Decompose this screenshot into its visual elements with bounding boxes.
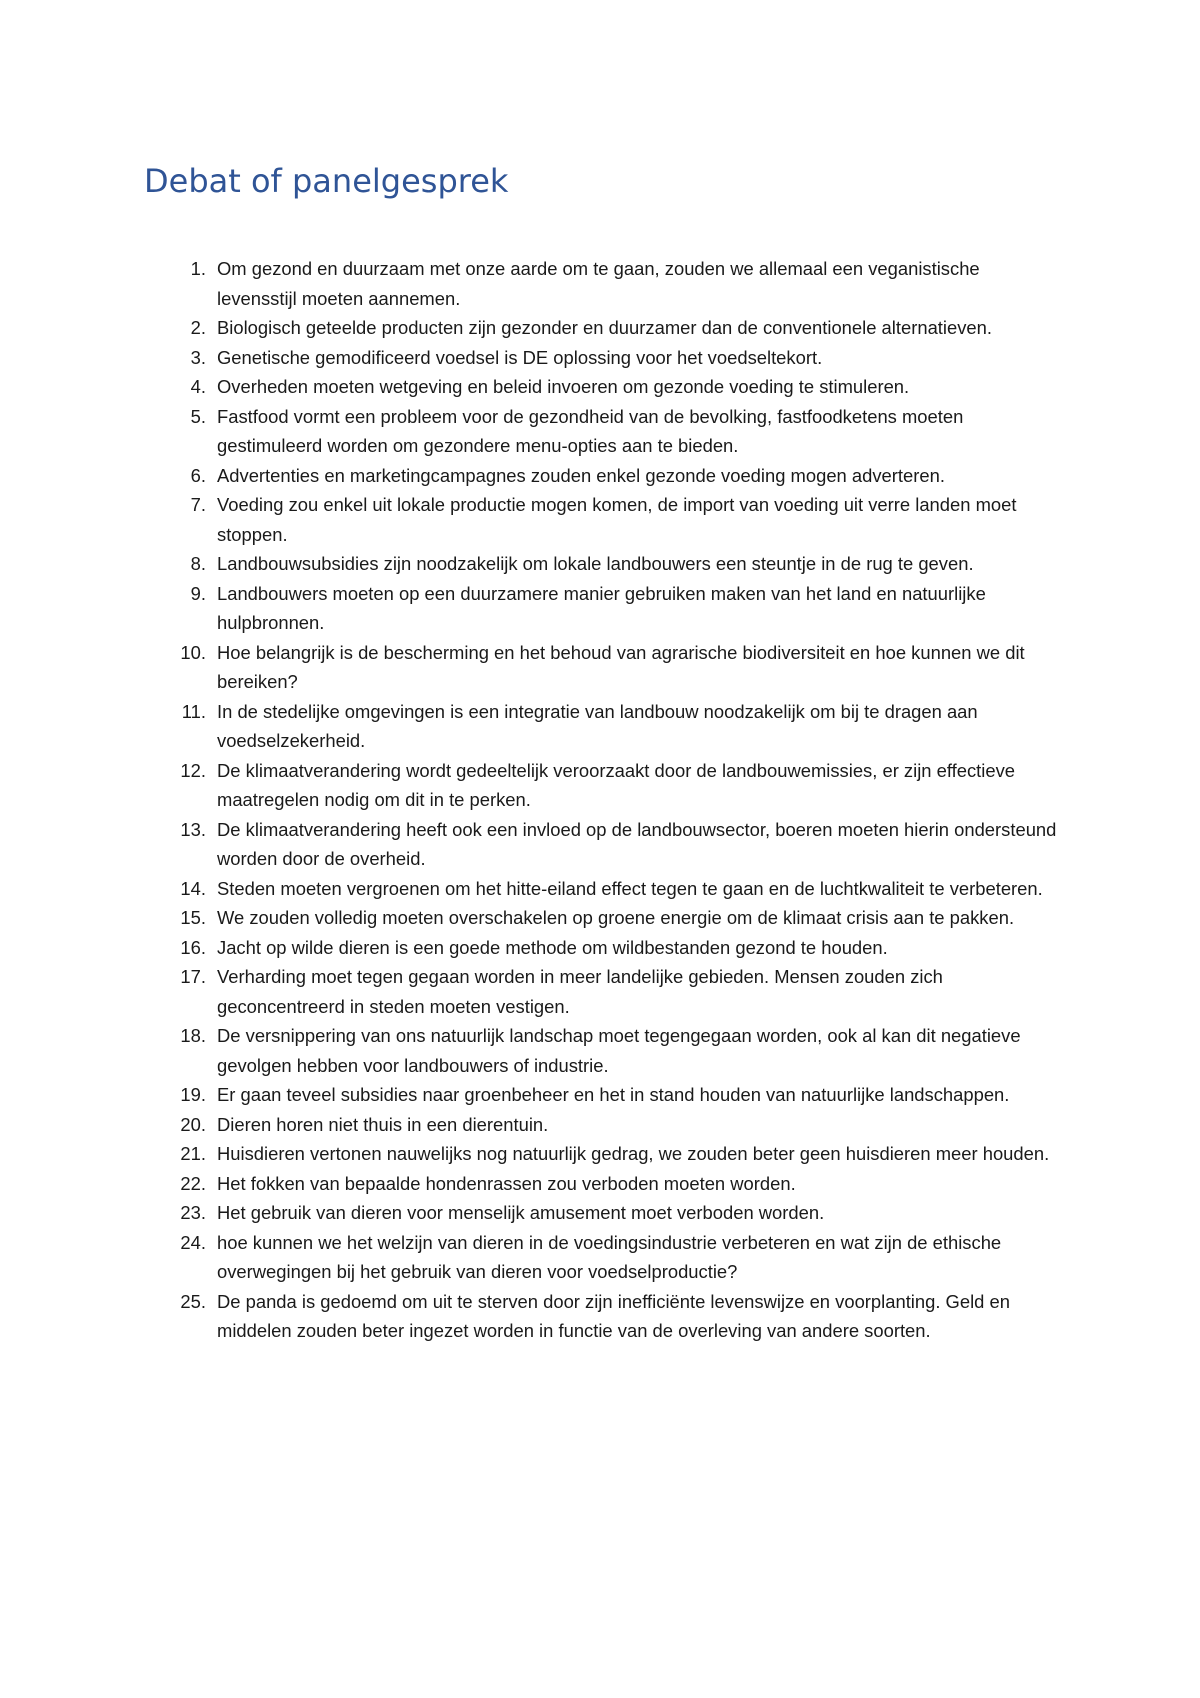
list-item-text: De klimaatverandering heeft ook een invloed op de landbouwsector, boeren moeten hierin ondersteund worden door de overheid.: [217, 818, 1057, 869]
list-item: [144, 254, 1064, 313]
list-item-text: Jacht op wilde dieren is een goede methode om wildbestanden gezond te houden.: [217, 936, 888, 958]
list-item: [144, 343, 1064, 373]
list-item-text: Om gezond en duurzaam met onze aarde om te gaan, zouden we allemaal een veganistische levensstijl moeten aannemen.: [217, 258, 980, 309]
list-item: [144, 461, 1064, 491]
list-item: [144, 1021, 1064, 1080]
list-item: [144, 402, 1064, 461]
list-item-text: Landbouwsubsidies zijn noodzakelijk om lokale landbouwers een steuntje in de rug te geven.: [217, 553, 974, 574]
list-item-number: 19.: [180, 1084, 206, 1105]
list-item-text: Steden moeten vergroenen om het hitte-eiland effect tegen te gaan en de luchtkwaliteit te verbeteren.: [217, 877, 1043, 899]
list-item: [144, 874, 1064, 904]
list-item-number: 20.: [180, 1113, 206, 1135]
list-item-number: 9.: [190, 582, 206, 604]
list-item-number: 2.: [190, 317, 206, 338]
list-item-text: Overheden moeten wetgeving en beleid invoeren om gezonde voeding te stimuleren.: [217, 376, 910, 397]
list-item: [144, 1198, 1064, 1228]
list-item-number: 6.: [190, 464, 206, 486]
list-item-number: 7.: [190, 494, 206, 515]
list-item: [144, 313, 1064, 343]
list-item: [144, 579, 1064, 638]
list-item-text: Het gebruik van dieren voor menselijk amusement moet verboden worden.: [217, 1202, 825, 1223]
list-item-number: 18.: [180, 1025, 206, 1046]
list-item-text: Biologisch geteelde producten zijn gezonder en duurzamer dan de conventionele alternatieven.: [217, 317, 992, 338]
list-item: [144, 697, 1064, 756]
list-item: [144, 933, 1064, 963]
list-item-text: De versnippering van ons natuurlijk landschap moet tegengegaan worden, ook al kan dit negatieve gevolgen hebben voor landbouwers of industrie.: [217, 1025, 1021, 1076]
question-list: [144, 254, 1064, 1346]
list-item: [144, 903, 1064, 933]
list-item-number: 8.: [190, 553, 206, 574]
list-item-number: 21.: [180, 1143, 206, 1164]
list-item-number: 25.: [180, 1290, 206, 1312]
list-item-number: 24.: [180, 1231, 206, 1253]
list-item: [144, 962, 1064, 1021]
list-item: [144, 490, 1064, 549]
list-item-number: 14.: [180, 877, 206, 899]
list-item-number: 17.: [180, 966, 206, 987]
list-item: [144, 1169, 1064, 1199]
list-item-number: 11.: [181, 700, 206, 722]
list-item-text: De panda is gedoemd om uit te sterven door zijn inefficiënte levenswijze en voorplanting. Geld en middelen zouden beter ingezet worden in functie van de overleving van andere soorten.: [217, 1290, 1010, 1341]
list-item-text: Hoe belangrijk is de bescherming en het behoud van agrarische biodiversiteit en hoe kunnen we dit bereiken?: [217, 641, 1025, 692]
list-item: [144, 1110, 1064, 1140]
list-item-text: In de stedelijke omgevingen is een integratie van landbouw noodzakelijk om bij te dragen aan voedselzekerheid.: [217, 700, 978, 751]
page-title: Debat of panelgesprek: [144, 162, 509, 200]
list-item-text: De klimaatverandering wordt gedeeltelijk veroorzaakt door de landbouwemissies, er zijn effectieve maatregelen nodig om dit in te perken.: [217, 759, 1016, 810]
list-item-number: 13.: [180, 818, 206, 840]
list-item-text: Huisdieren vertonen nauwelijks nog natuurlijk gedrag, we zouden beter geen huisdieren meer houden.: [217, 1143, 1050, 1164]
list-item-text: Verharding moet tegen gegaan worden in meer landelijke gebieden. Mensen zouden zich geconcentreerd in steden moeten vestigen.: [217, 966, 943, 1017]
list-item-number: 1.: [190, 258, 206, 279]
list-item-text: Landbouwers moeten op een duurzamere manier gebruiken maken van het land en natuurlijke hulpbronnen.: [217, 582, 986, 633]
list-item-number: 16.: [180, 936, 206, 958]
list-item-text: Fastfood vormt een probleem voor de gezondheid van de bevolking, fastfoodketens moeten gestimuleerd worden om gezondere menu-opties aan te bieden.: [217, 405, 964, 456]
list-item: [144, 1287, 1064, 1346]
list-item-text: Voeding zou enkel uit lokale productie mogen komen, de import van voeding uit verre landen moet stoppen.: [217, 494, 1017, 545]
list-item: [144, 1228, 1064, 1287]
list-item-text: We zouden volledig moeten overschakelen op groene energie om de klimaat crisis aan te pakken.: [217, 907, 1015, 928]
list-item-number: 12.: [180, 759, 206, 781]
list-item: [144, 756, 1064, 815]
list-item: [144, 638, 1064, 697]
list-item: [144, 1080, 1064, 1110]
list-item-text: Dieren horen niet thuis in een dierentuin.: [217, 1113, 549, 1135]
list-item-text: hoe kunnen we het welzijn van dieren in de voedingsindustrie verbeteren en wat zijn de ethische overwegingen bij het gebruik van dieren voor voedselproductie?: [217, 1231, 1002, 1282]
list-item-text: Er gaan teveel subsidies naar groenbeheer en het in stand houden van natuurlijke landschappen.: [217, 1084, 1010, 1105]
list-item-text: Genetische gemodificeerd voedsel is DE oplossing voor het voedseltekort.: [217, 346, 823, 368]
list-item-number: 4.: [190, 376, 206, 397]
list-item: [144, 1139, 1064, 1169]
list-item: [144, 815, 1064, 874]
list-item-text: Advertenties en marketingcampagnes zouden enkel gezonde voeding mogen adverteren.: [217, 464, 945, 486]
list-item: [144, 549, 1064, 579]
list-item: [144, 372, 1064, 402]
list-item-number: 23.: [180, 1202, 206, 1223]
list-item-number: 5.: [190, 405, 206, 427]
list-item-number: 10.: [180, 641, 206, 663]
list-item-number: 22.: [180, 1172, 206, 1194]
list-item-text: Het fokken van bepaalde hondenrassen zou verboden moeten worden.: [217, 1172, 796, 1194]
list-item-number: 15.: [180, 907, 206, 928]
list-item-number: 3.: [190, 346, 206, 368]
